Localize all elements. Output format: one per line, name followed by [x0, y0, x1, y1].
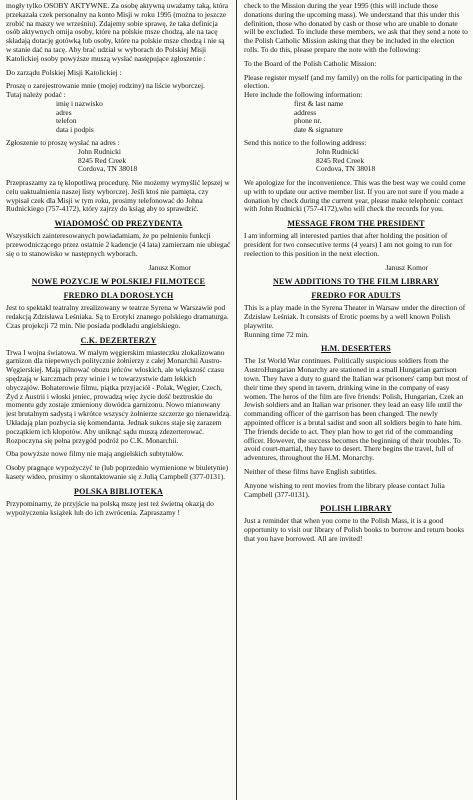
film1-runtime: Running time 72 min. [244, 329, 309, 339]
apology-paragraph: We apologize for the inconvenience. This was the best way we could come up with to update our active member list. If you are not sure if you made a donation by check during the current year, please make telephonic contact with John Rudnicki (757-4172),who will check the records for you. [244, 177, 466, 214]
column-divider [236, 0, 237, 800]
form-attach: Tutaj należy podać : [6, 90, 66, 100]
mailing-address [316, 148, 468, 174]
address-line: Cordova, TN 38018 [316, 164, 376, 174]
english-column [244, 2, 468, 798]
president-heading: MESSAGE FROM THE PRESIDENT [287, 219, 425, 229]
form-field-list [56, 100, 231, 134]
president-message: I am informing all interested parties that after holding the position of president for two consecutive terms (4 years) I am not going to run for reelection to this position in the next election. [244, 231, 453, 258]
film2-description: The 1st World War continues. Politically suspicious soldiers from the AustroHungarian Monarchy are stationed in a small Hungarian garrison town. They have a duty to guard the Italian war prisoners' camp but most of their time they spend in tavern, drinking wine in the company of easy women. The heros of the film are five friends: Polish, Hungarian, Czek an Jewish soldiers and an Italian war prisoner. they lead an easy life until the commanding officer of the garrison has been changed. The newly appointed officer is a brutal sadist and soon all soldiers begin to hate him. The friends decide to act. They plan how to get rid of the commanding officer. However, the success becomes the beginning of their troubles. To avoid court-martial, they have to desert. There begins the travel, full of adventures, throughout the H.M. Monarchy. [244, 356, 468, 463]
library-text: Przypominamy, że przyjście na polską mszę jest też świetną okazją do wypożyczenia książek lub do ich zwrócenia. Zapraszamy ! [6, 498, 214, 517]
president-signature: Janusz Komor [148, 262, 191, 272]
library-heading: POLISH LIBRARY [320, 504, 392, 514]
film-library-heading: NOWE POZYCJE W POLSKIEJ FILMOTECE [31, 277, 206, 287]
form-field: adres [56, 107, 72, 117]
address-line: John Rudnicki [78, 147, 121, 157]
form-field: first & last name [294, 98, 344, 108]
form-field: date & signature [294, 124, 343, 134]
form-addressee: To the Board of the Polish Catholic Mission: [244, 58, 377, 68]
form-field: telefon [56, 116, 77, 126]
send-to-label: Send this notice to the following address: [244, 138, 367, 148]
films-subtitle-note: Oba powyższe nowe filmy nie mają angielskich subtytułów. [6, 449, 184, 459]
film1-heading: FREDRO DLA DOROSŁYCH [63, 291, 174, 301]
mailing-address [78, 148, 231, 174]
address-line: Cordova, TN 38018 [78, 164, 138, 174]
library-text: Just a reminder that when you come to the Polish Mass, it is a good opportunity to visit our library of Polish books to borrow and return books that you have borrowed. All are invited! [244, 516, 465, 544]
films-contact: Anyone wishing to rent movies from the library please contact Julia Campbell (377-0131). [244, 480, 445, 499]
address-line: John Rudnicki [316, 147, 359, 157]
film2-heading: H.M. DESERTERS [321, 344, 391, 354]
send-to-label: Zgłoszenie to proszę wysłać na adres : [6, 138, 120, 148]
election-intro: mogły tylko OSOBY AKTYWNE. Za osobę aktywną uważamy taką, która przekazała czek personalny na konto Misji w roku 1995 (można to jeszcze zrobić na maszy we wrześniu). Zdajemy sobie sprawę, że taka definicja osób aktywnych omija osoby, które na polskie msze chodzą, ale na tacę składają dotację gotówką lub osoby, które na polskie msze chodzą i nie są w stanie dać na tacę. Aby brać udział w wyborach do Polskiej Misji Katolickiej osoby powyższe muszą wysłać następujące zgłoszenie : [6, 2, 229, 63]
form-field: imię i nazwisko [56, 98, 103, 108]
films-subtitle-note: Neither of these films have English subtitles. [244, 467, 377, 477]
form-addressee: Do zarządu Polskiej Misji Katolickiej : [6, 67, 122, 77]
president-message: Wszystkich zainteresowanych powiadamiam, że po pełnieniu funkcji przewodniczącego przez ostatnie 2 kadencje (4 lata) zamierzam nie ubiegać się o to stanowisko w następnych wyborach. [6, 231, 231, 258]
apology-paragraph: Przepraszamy za tę kłopotliwą procedurę. Nie możemy wymyślić lepszej w celu uaktualnienia naszej listy wyborczej. Jeśli ktoś nie pamięta, czy wypisał czek dla Misji w tym roku, prosimy telefonować do Johna Rudnickiego (757-4172), który zajrzy do ksiąg aby to sprawdzić. [6, 177, 230, 214]
films-contact: Osoby pragnące wypożyczyć te (lub poprzednio wymienione w biuletynie) kasety wideo, prosimy o skontaktowanie się z Julią Campbell (377-0131). [6, 463, 229, 482]
library-heading: POLSKA BIBLIOTEKA [74, 486, 163, 496]
film1-runtime: Czas projekcji 72 min. Nie posiada podkładu angielskiego. [6, 320, 181, 330]
address-line: 8245 Red Creek [316, 155, 365, 165]
address-line: 8245 Red Creek [78, 155, 127, 165]
form-field: address [294, 107, 317, 117]
form-field: phone nr. [294, 116, 322, 126]
form-request: Proszę o zarejestrowanie mnie (mojej rodziny) na liście wyborczej. [6, 81, 205, 91]
form-field-list [294, 100, 468, 134]
film1-heading: FREDRO FOR ADULTS [311, 291, 401, 301]
polish-column [6, 2, 231, 798]
president-signature: Janusz Komor [385, 262, 428, 272]
president-heading: WIADOMOŚĆ OD PREZYDENTA [54, 219, 183, 229]
form-field: data i podpis [56, 124, 94, 134]
film1-description: Jest to spektakl teatralny zrealizowany w teatrze Syrena w Warszawie pod redakcją Zdzisława Leśniaka. Są to Erotyki znanego polskiego dramaturga. [6, 303, 229, 322]
film1-description: This is a play made in the Syrena Theater in Warsaw under the direction of Zdzisław Leśniak. It consists of Erotic poems by a well known Polish playwrite. [244, 303, 466, 330]
film-library-heading: NEW ADDITIONS TO THE FILM LIBRARY [273, 277, 439, 287]
film2-description: Trwa I wojna światowa. W małym węgierskim miasteczku zlokalizowano garnizon dla niepewnych politycznie żołnierzy z całej Monarchii Austro-Węgierskiej. Mają pilnować obozu jeńców włoskich, ale większość czasu spędzają w karczmach przy winie i w towarzystwie dam lekkich obyczajów. Bohaterowie filmu, piątka przyjaciół - Polak, Węgier, Czech, Żyd z Austrii i włoski jeniec, prowadzą więc życie dość beztroskie do momentu gdy zostaje zmieniony dowódca garnizonu. Nowo mianowany jest brutalnym sadystą i wkrótce wszyscy żołnierze szczerze go nienawidzą. Układają plan pozbycia się komendanta. Jednak sukces staje się zarazem początkiem ich kłopotów. Aby uniknąć sądu muszą zdezerterować. Rozpoczyna się pełna przygód podróż po C.K. Monarchii. [6, 347, 231, 445]
film2-heading: C.K. DEZERTERZY [80, 335, 157, 345]
form-request: Please register myself (and my family) on the rolls for participating in the election. [244, 72, 462, 91]
election-intro: check to the Mission during the year 1995 (this will include those donations during the upcoming mass). We understand that this under this definition, those who donated by cash or those who are unable to donate will be excluded. To include these members, we ask that they send a note to the Polish Catholic Mission asking that they be included in the election rolls. To do this, please prepare the note with the following: [244, 2, 468, 54]
form-attach: Here include the following information: [244, 90, 363, 100]
